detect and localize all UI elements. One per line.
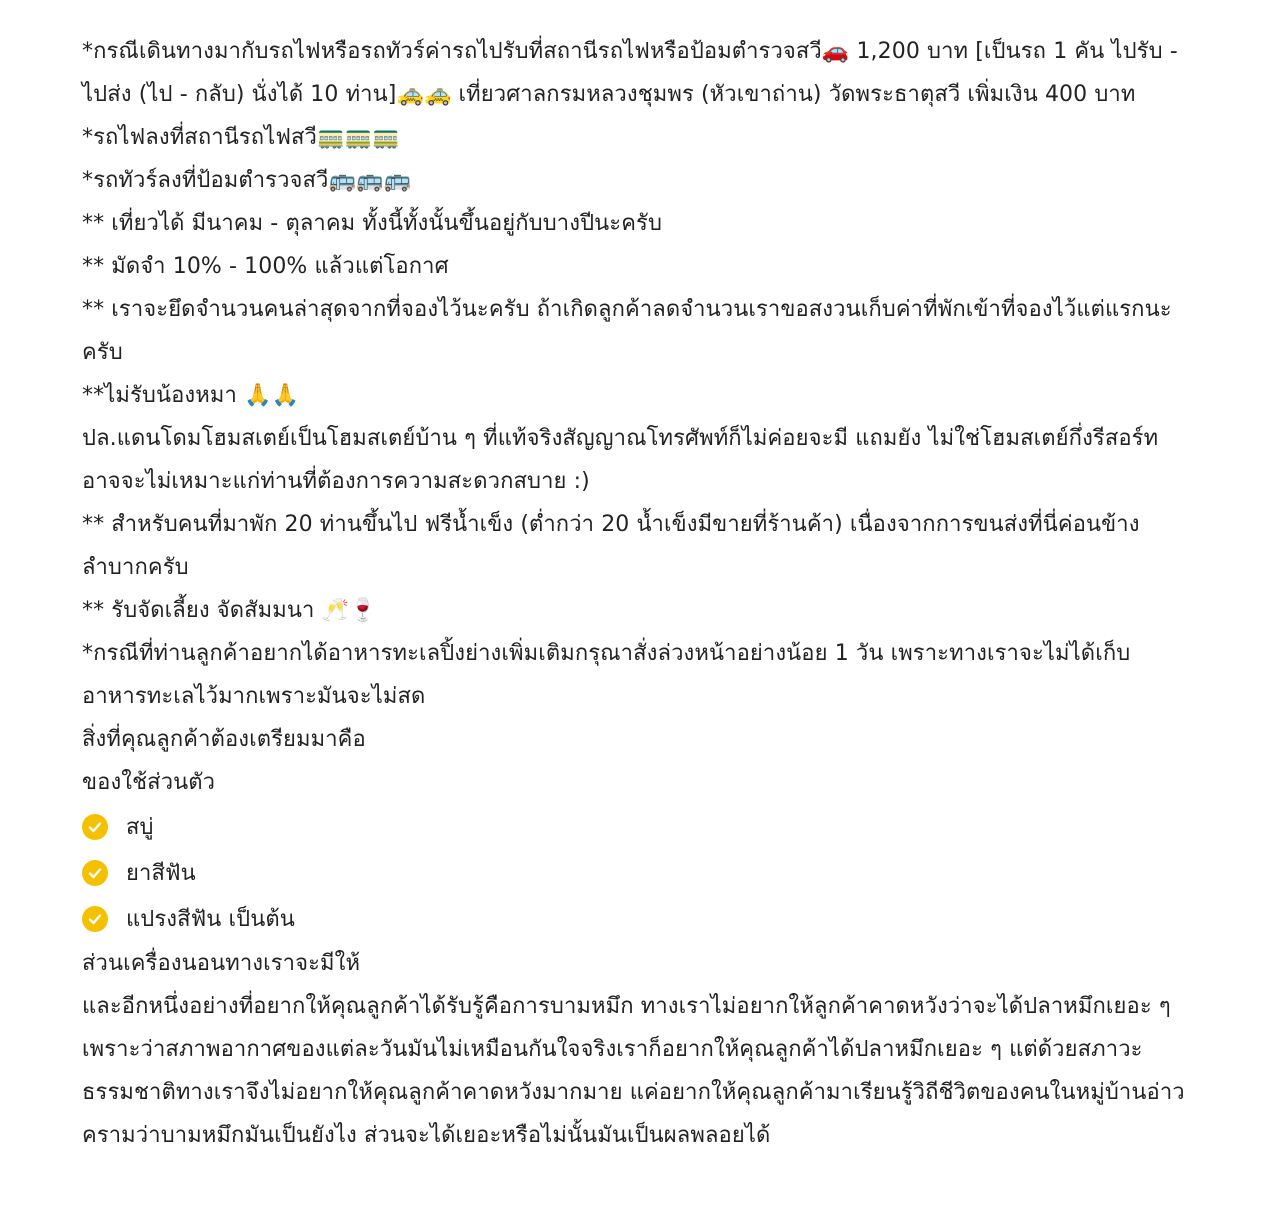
paragraph-no-dogs: **ไม่รับน้องหมา 🙏🙏 [82,383,299,408]
check-circle-icon [82,906,108,932]
paragraph-train-transfer: *กรณีเดินทางมากับรถไฟหรือรถทัวร์ค่ารถไปรับที่สถานีรถไฟหรือป้อมตำรวจสวี🚗 1,200 บาท [เป็นรถ 1 คัน ไปรับ - ไปส่ง (ไป - กลับ) นั่งได้ 10 ท่าน]🚕🚕 เที่ยวศาลกรมหลวงชุมพร (หัวเขาถ่าน) วัดพระธาตุสวี เพิ่มเงิน 400 บาท [82,39,1178,107]
paragraph-seafood: *กรณีที่ท่านลูกค้าอยากได้อาหารทะเลปิ้งย่างเพิ่มเติมกรุณาสั่งล่วงหน้าอย่างน้อย 1 วัน เพราะทางเราจะไม่ได้เก็บอาหารทะเลไว้มากเพราะมันจะไม่สด [82,641,1131,709]
list-item [82,850,1192,896]
paragraph-booking-policy: ** เราจะยึดจำนวนคนล่าสุดจากที่จองไว้นะครับ ถ้าเกิดลูกค้าลดจำนวนเราขอสงวนเก็บค่าที่พักเข้าที่จองไว้แต่แรกนะครับ [82,297,1172,365]
paragraph-prepare-heading: สิ่งที่คุณลูกค้าต้องเตรียมมาคือ [82,727,366,752]
list-item-label: ยาสีฟัน [126,860,196,886]
check-circle-icon [82,860,108,886]
paragraph-free-ice: ** สำหรับคนที่มาพัก 20 ท่านขึ้นไป ฟรีน้ำเข็ง (ต่ำกว่า 20 น้ำเข็งมีขายที่ร้านค้า) เนื่องจากการขนส่งที่นี่ค่อนข้างลำบากครับ [82,512,1140,580]
list-item [82,804,1192,850]
paragraph-deposit: ** มัดจำ 10% - 100% แล้วแต่โอกาศ [82,254,449,279]
paragraph-note: ปล.แดนโดมโฮมสเตย์เป็นโฮมสเตย์บ้าน ๆ ที่แท้จริงสัญญาณโทรศัพท์ก็ไม่ค่อยจะมี แถมยัง ไม่ใช่โฮมสเตย์กึ่งรีสอร์ทอาจจะไม่เหมาะแก่ท่านที่ต้องการความสะดวกสบาย :) [82,426,1159,494]
paragraph-season: ** เที่ยวได้ มีนาคม - ตุลาคม ทั้งนี้ทั้งนั้นขึ้นอยู่กับบางปีนะครับ [82,211,663,236]
paragraph-bedding: ส่วนเครื่องนอนทางเราจะมีให้ [82,951,361,976]
paragraph-train-station: *รถไฟลงที่สถานีรถไฟสวี🚃🚃🚃 [82,125,400,150]
paragraph-bus-stop: *รถทัวร์ลงที่ป้อมตำรวจสวี🚌🚌🚌 [82,168,411,193]
article-body [82,30,1192,1157]
paragraph-squid-fishing: และอีกหนึ่งอย่างที่อยากให้คุณลูกค้าได้รับรู้คือการบามหมึก ทางเราไม่อยากให้ลูกค้าคาดหวังว่าจะได้ปลาหมึกเยอะ ๆ เพราะว่าสภาพอากาศของแต่ละวันมันไม่เหมือนกันใจจริงเราก็อยากให้คุณลูกค้าได้ปลาหมึกเยอะ ๆ แต่ด้วยสภาวะธรรมชาติทางเราจึงไม่อยากให้คุณลูกค้าคาดหวังมากมาย แค่อยากให้คุณลูกค้ามาเรียนรู้วิถีชีวิตของคนในหมู่บ้านอ่าวครามว่าบามหมึกมันเป็นยังไง ส่วนจะได้เยอะหรือไม่นั้นมันเป็นผลพลอยได้ [82,994,1185,1148]
list-item [82,896,1192,942]
list-item-label: แปรงสีฟัน เป็นต้น [126,906,295,932]
checklist [82,804,1192,942]
list-item-label: สบู่ [126,814,154,840]
paragraph-personal-items: ของใช้ส่วนตัว [82,770,216,795]
check-circle-icon [82,814,108,840]
paragraph-events: ** รับจัดเลี้ยง จัดสัมมนา 🥂🍷 [82,598,377,623]
